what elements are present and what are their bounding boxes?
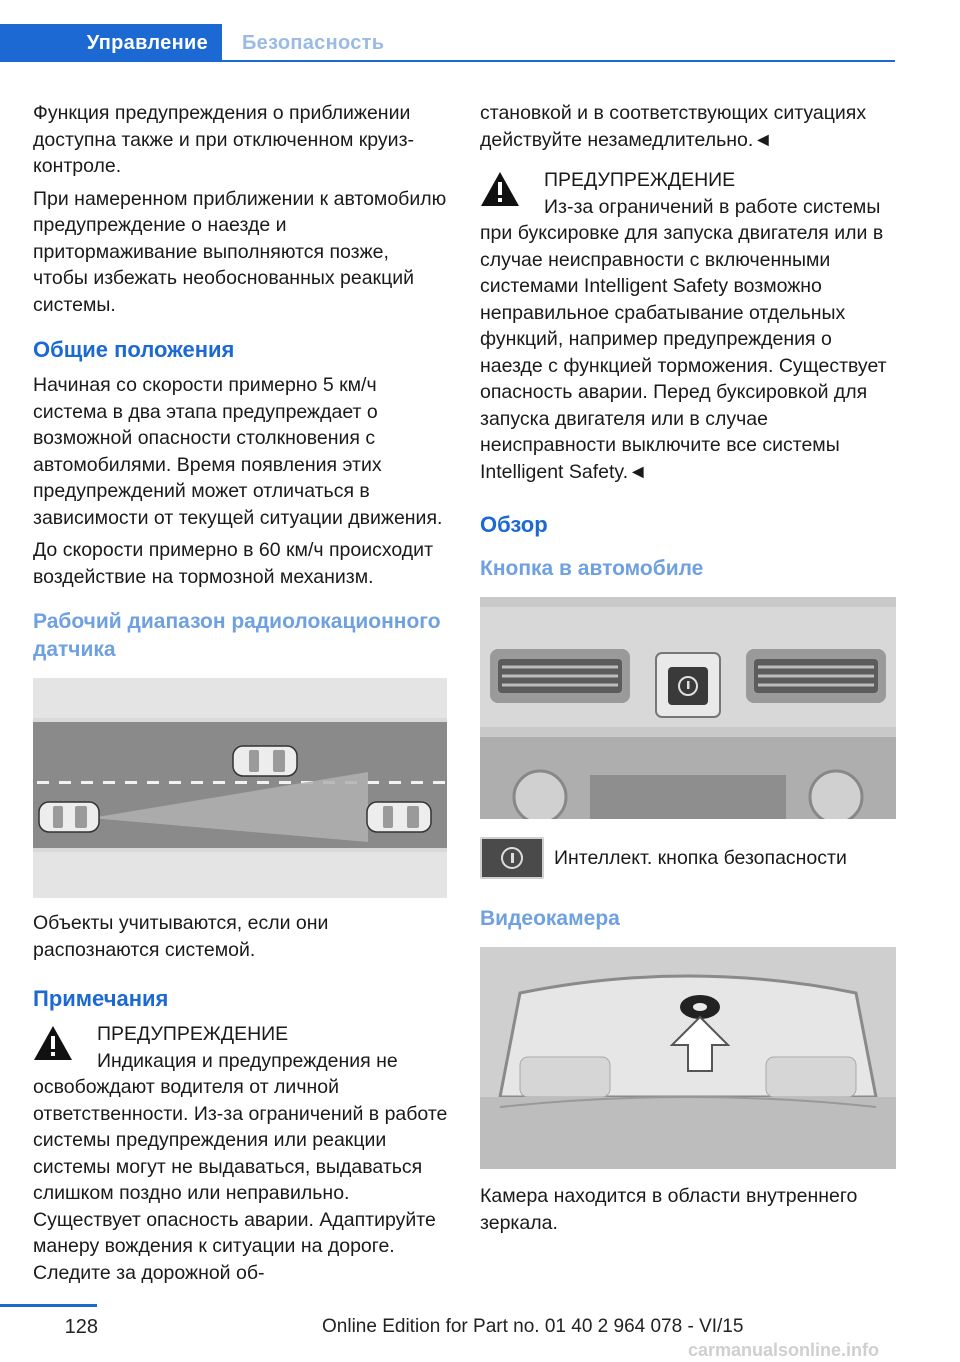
page-number: 128 <box>64 1316 98 1338</box>
warning-block <box>480 167 896 485</box>
header-rule <box>0 60 895 62</box>
watermark: carmanualsonline.info <box>688 1340 880 1360</box>
button-caption: Интеллект. кнопка безопасности <box>554 846 847 869</box>
right-column <box>480 100 896 1242</box>
warning-text: Индикация и предупреждения не освобождают водителя от личной ответственности. Из-за ограничений в работе системы предупреждения или реакции системы могут не выдаваться, выдаваться слишком поздно или неправильно. Существует опасность аварии. Адаптируйте манеру вождения к ситуации на дороге. Следите за дорожной об- <box>33 1049 448 1284</box>
heading-notes: Примечания <box>33 986 169 1011</box>
warning-block <box>33 1021 449 1286</box>
paragraph: Функция предупреждения о приближении доступна также и при отключенном круиз-контроле. <box>33 102 415 177</box>
edition-line: Online Edition for Part no. 01 40 2 964 078 - VI/15 <box>322 1316 744 1337</box>
heading-radar-range: Рабочий диапазон радиолокационного датчика <box>33 610 441 661</box>
paragraph: становкой и в соответствующих ситуациях действуйте незамедлительно.◄ <box>480 102 867 151</box>
button-legend <box>480 837 896 879</box>
heading-general: Общие положения <box>33 337 235 362</box>
own-car <box>367 802 431 832</box>
paragraph: До скорости примерно в 60 км/ч происходит воздействие на тормозной механизм. <box>33 539 433 588</box>
footer-rule <box>0 1304 97 1307</box>
dashboard-illustration <box>480 597 896 819</box>
paragraph: Начиная со скорости примерно 5 км/ч система в два этапа предупреждает о возможной опасности столкновения с автомобилями. Время появления этих предупреждений может отличаться в зависимости от текущей ситуации движения. <box>33 374 443 529</box>
car-ahead <box>233 746 297 776</box>
camera-caption: Камера находится в области внутреннего зеркала. <box>480 1185 858 1234</box>
windshield-illustration <box>480 947 896 1169</box>
warning-triangle-icon <box>480 171 520 207</box>
radar-diagram <box>33 678 447 898</box>
warning-title: ПРЕДУПРЕЖДЕНИЕ <box>544 169 736 191</box>
camera-photo <box>480 947 896 1169</box>
warning-triangle-icon <box>33 1025 73 1061</box>
heading-overview: Обзор <box>480 512 548 537</box>
left-column <box>33 100 449 1292</box>
warning-title: ПРЕДУПРЕЖДЕНИЕ <box>97 1023 289 1045</box>
chapter-tabs <box>0 0 960 66</box>
heading-button-in-car: Кнопка в автомобиле <box>480 557 704 580</box>
heading-camera: Видеокамера <box>480 907 620 930</box>
radar-range-figure <box>33 678 447 898</box>
paragraph: При намеренном приближении к автомобилю предупреждение о наезде и притормаживание выполняются позже, чтобы избежать необоснованных реакций системы. <box>33 187 447 316</box>
button-photo <box>480 597 896 819</box>
car-left <box>39 802 99 832</box>
tab-controls[interactable]: Управление <box>0 24 222 62</box>
tab-safety[interactable]: Безопасность <box>242 31 385 54</box>
intelligent-safety-button-icon <box>480 837 544 879</box>
figure-caption: Объекты учитываются, если они распознаются системой. <box>33 912 329 961</box>
warning-text: Из-за ограничений в работе системы при буксировке для запуска двигателя или в случае неисправности с включенными системами Intelligent Safety возможно неправильное срабатывание отдельных функций, например предупреждения о наезде с функцией торможения. Существует опасность аварии. Перед буксировкой для запуска двигателя или в случае неисправности выключите все системы Intelligent Safety.◄ <box>480 195 887 483</box>
